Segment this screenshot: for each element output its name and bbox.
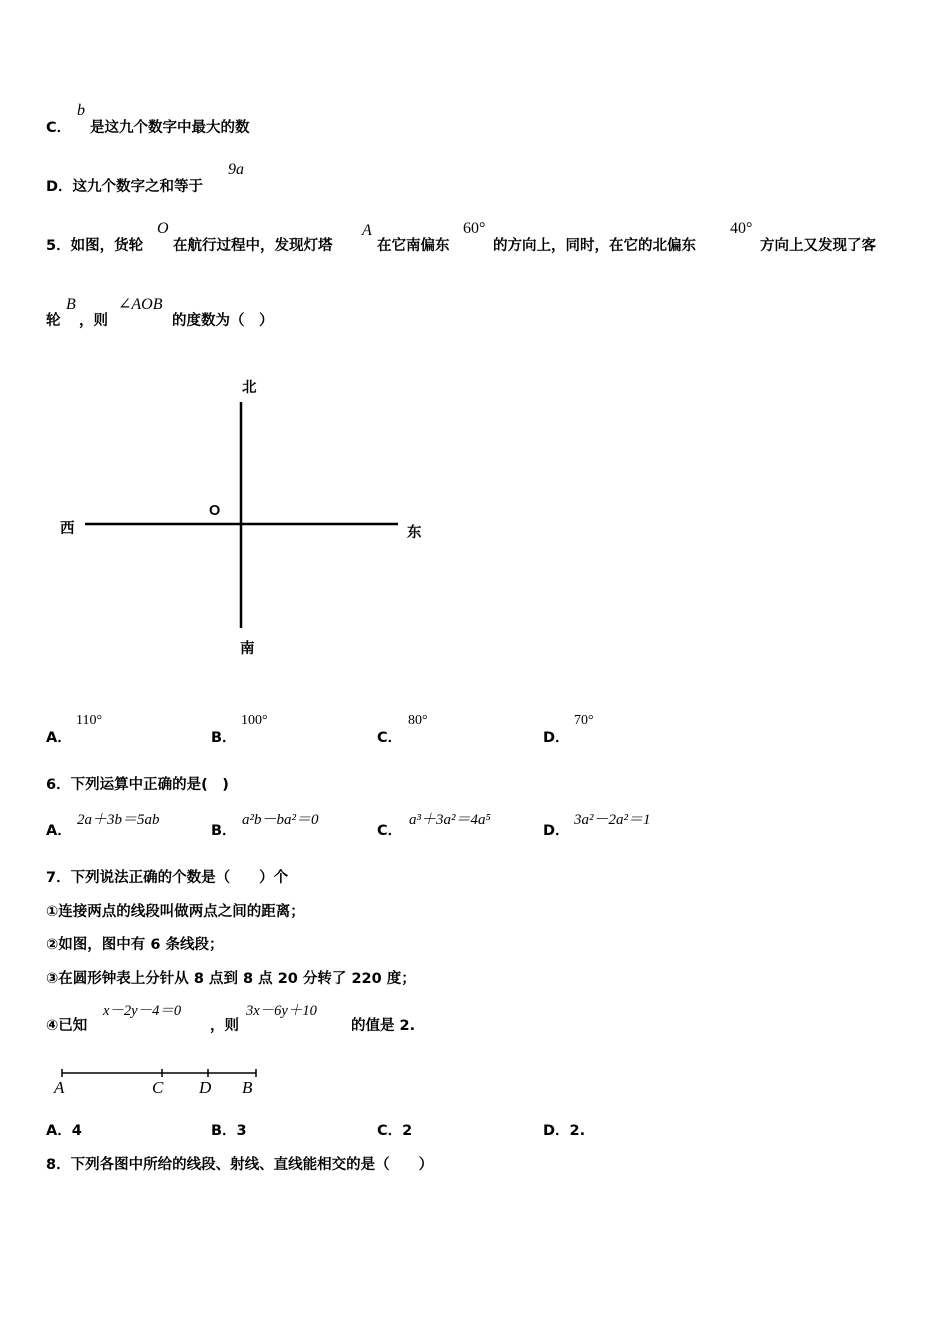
expr-9a: 9a [228,161,244,178]
q5-option-d-label: D． [543,730,570,746]
q7-stem: 7．下列说法正确的个数是（ ）个 [46,870,289,886]
q7-statement-3: ③在圆形钟表上分针从 8 点到 8 点 20 分转了 220 度； [46,971,416,987]
point-D: D [199,1078,212,1097]
q6-option-b-label: B． [211,823,237,839]
q5-option-a-value: 110° [76,713,103,728]
q5-line2-text1: 轮 [46,313,61,329]
point-A: A [54,1078,65,1097]
q5-option-d-value: 70° [574,713,594,728]
q7-statement-4-mid: ，则 [210,1018,239,1034]
option-label: D． [46,179,73,195]
q5-option-c-label: C． [377,730,403,746]
q5-option-b-label: B． [211,730,237,746]
q7-statement-1: ①连接两点的线段叫做两点之间的距离； [46,904,305,920]
q5-line2-text3: 的度数为（ ） [172,313,274,329]
var-A: A [362,222,372,239]
deg-40: 40° [730,220,753,237]
q7-statement-4-prefix: ④已知 [46,1018,88,1034]
north-label: 北 [242,380,257,396]
west-label: 西 [60,521,75,537]
q8-stem: 8．下列各图中所给的线段、射线、直线能相交的是（ ） [46,1157,434,1173]
q5-text3: 的方向上，同时，在它的北偏东 [493,238,696,254]
q6-option-a-expr: 2a＋3b＝5ab [77,812,160,828]
q7-option-b: B．3 [211,1123,247,1139]
q6-option-c-expr: a³＋3a²＝4a⁵ [409,812,491,828]
q6-option-b-expr: a²b－ba²＝0 [242,812,319,828]
q7-option-d: D．2. [543,1123,586,1139]
q7-expr-1: x－2y－4＝0 [103,1003,182,1019]
var-b: b [77,102,85,119]
east-label: 东 [407,525,422,541]
q5-text2: 在它南偏东 [377,238,450,254]
q4-optc-text: 是这九个数字中最大的数 [90,120,250,136]
q7-statement-4-suffix: 的值是 2. [351,1018,416,1034]
q6-option-c-label: C． [377,823,403,839]
deg-60: 60° [463,220,486,237]
q6-option-d-expr: 3a²－2a²＝1 [574,812,651,828]
q5-option-b-value: 100° [241,713,268,728]
var-O: O [157,220,169,237]
south-label: 南 [240,641,255,657]
q6-stem: 6．下列运算中正确的是( ) [46,777,229,793]
q7-statement-2: ②如图，图中有 6 条线段； [46,937,224,953]
q5-prefix: 5．如图，货轮 [46,238,144,254]
q5-line2-text2: ，则 [79,313,108,329]
q5-option-a-label: A． [46,730,72,746]
option-label: C． [46,120,72,136]
point-B: B [242,1078,253,1097]
q6-option-a-label: A． [46,823,72,839]
q5-text4: 方向上又发现了客 [760,238,876,254]
q4-optd-text: 这九个数字之和等于 [72,179,204,195]
q5-option-c-value: 80° [408,713,428,728]
origin-label: O [209,503,221,519]
q7-option-a: A．4 [46,1123,82,1139]
q6-option-d-label: D． [543,823,570,839]
var-B: B [66,296,76,313]
q7-expr-2: 3x－6y＋10 [246,1003,317,1019]
point-C: C [152,1078,164,1097]
q5-text1: 在航行过程中，发现灯塔 [173,238,333,254]
angle-AOB: ∠AOB [118,296,163,313]
q7-option-c: C．2 [377,1123,413,1139]
